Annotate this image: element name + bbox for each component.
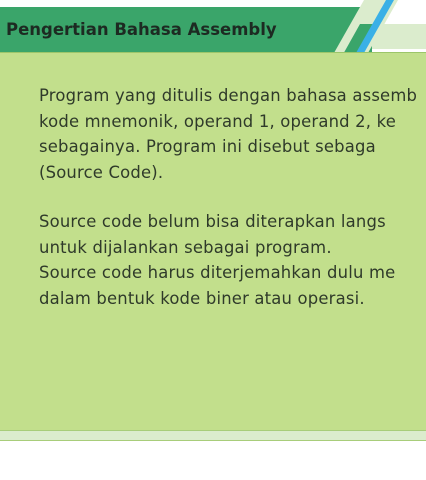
- paragraph-1-line: kode mnemonik, operand 1, operand 2, ke: [39, 111, 397, 131]
- paragraph-2: [39, 209, 426, 311]
- paragraph-1: [39, 83, 426, 185]
- slide-title: Pengertian Bahasa Assembly: [6, 20, 277, 39]
- paragraph-2-line: Source code belum bisa diterapkan langs: [39, 212, 386, 231]
- paragraph-2-line: untuk dijalankan sebagai program.: [39, 237, 332, 257]
- paragraph-1-line: (Source Code).: [39, 162, 164, 182]
- paragraph-1-line: sebagainya. Program ini disebut sebaga: [39, 137, 376, 156]
- paragraph-2-line: Source code harus diterjemahkan dulu me: [39, 263, 396, 282]
- bottom-band: [0, 430, 426, 441]
- paragraph-2-line: dalam bentuk kode biner atau operasi.: [39, 288, 365, 308]
- paragraph-1-line: Program yang ditulis dengan bahasa assemb: [39, 86, 418, 105]
